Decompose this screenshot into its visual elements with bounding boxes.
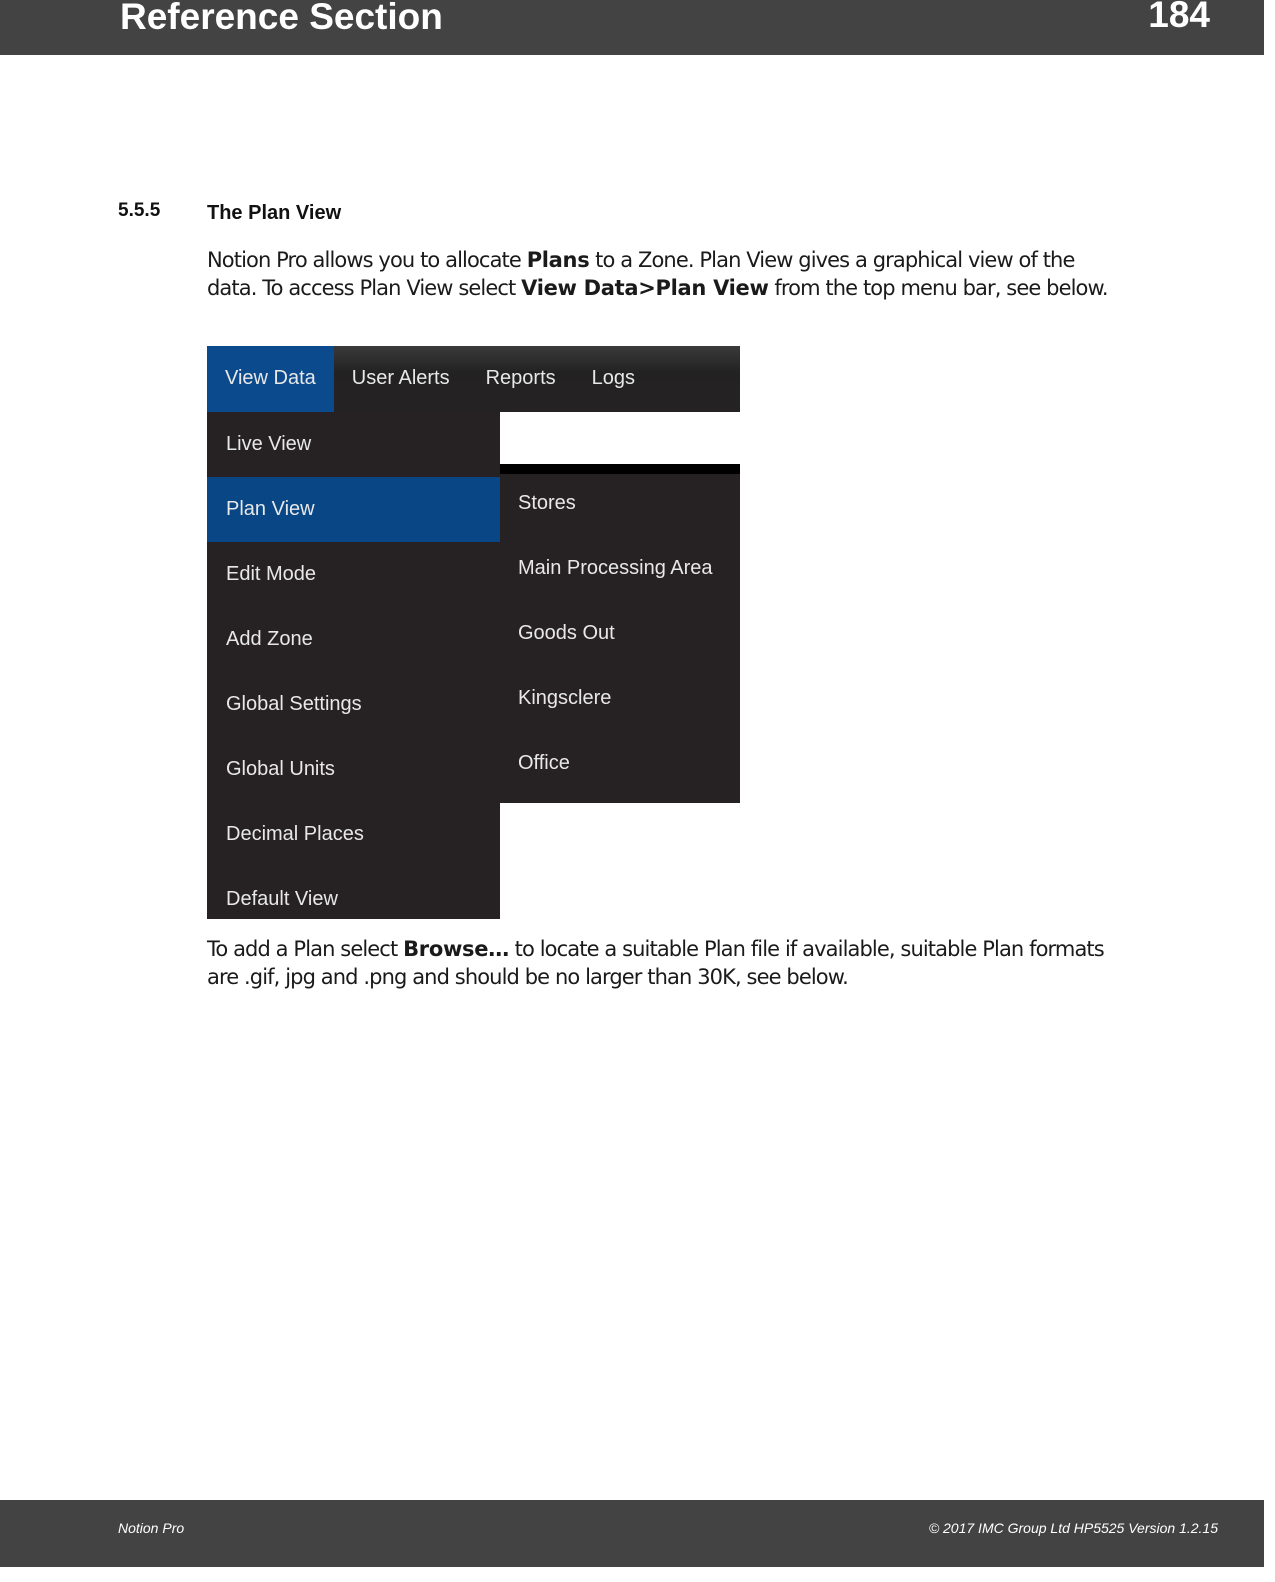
menu-item-global-settings[interactable]: Global Settings	[226, 693, 362, 715]
menu-item-edit-mode[interactable]: Edit Mode	[226, 563, 317, 585]
menu-item-live-view[interactable]: Live View	[226, 433, 312, 455]
top-menu-bar	[207, 346, 740, 412]
section-title: The Plan View	[207, 202, 342, 224]
page-header	[0, 0, 1264, 55]
page-number: 184	[1148, 0, 1210, 35]
plan-view-submenu	[500, 464, 740, 803]
menu-item-default-view[interactable]: Default View	[226, 888, 338, 910]
menu-item-decimal-places[interactable]: Decimal Places	[226, 823, 364, 845]
text-run: to a Zone. Plan View gives a graphical view of the data. To access Plan View select	[207, 248, 1075, 300]
submenu-item-kingsclere[interactable]: Kingsclere	[518, 687, 612, 709]
menu-item-add-zone[interactable]: Add Zone	[226, 628, 313, 650]
view-data-dropdown	[207, 412, 500, 919]
tab-reports[interactable]: Reports	[485, 367, 556, 389]
submenu-item-stores[interactable]: Stores	[518, 492, 576, 514]
footer-product: Notion Pro	[118, 1520, 185, 1536]
bold-run: Plans	[526, 248, 590, 272]
menu-screenshot	[207, 346, 741, 919]
text-run: to locate a suitable Plan file if available, suitable Plan formats are .gif, jpg and .png and should be no larger than 30K, see below.	[207, 937, 1104, 989]
tab-user-alerts[interactable]: User Alerts	[351, 367, 450, 389]
text-run: from the top menu bar, see below.	[768, 276, 1108, 300]
submenu-item-main-processing-area[interactable]: Main Processing Area	[518, 557, 713, 579]
page-footer	[0, 1500, 1264, 1567]
text-run: Notion Pro allows you to allocate	[207, 248, 527, 272]
submenu-item-office[interactable]: Office	[518, 752, 570, 774]
footer-copyright: © 2017 IMC Group Ltd HP5525 Version 1.2.15	[928, 1520, 1218, 1536]
tab-view-data[interactable]: View Data	[207, 346, 334, 412]
submenu-item-goods-out[interactable]: Goods Out	[518, 622, 615, 644]
bold-run: View Data>Plan View	[521, 276, 769, 300]
tab-logs[interactable]: Logs	[591, 367, 636, 389]
section-number: 5.5.5	[118, 200, 161, 221]
text-run: To add a Plan select	[207, 937, 404, 961]
intro-paragraph	[207, 246, 1127, 302]
menu-item-global-units[interactable]: Global Units	[226, 758, 335, 780]
menu-item-plan-view[interactable]: Plan View	[207, 477, 500, 542]
browse-paragraph	[207, 935, 1127, 991]
bold-run: Browse…	[403, 937, 509, 961]
header-title: Reference Section	[120, 0, 443, 37]
